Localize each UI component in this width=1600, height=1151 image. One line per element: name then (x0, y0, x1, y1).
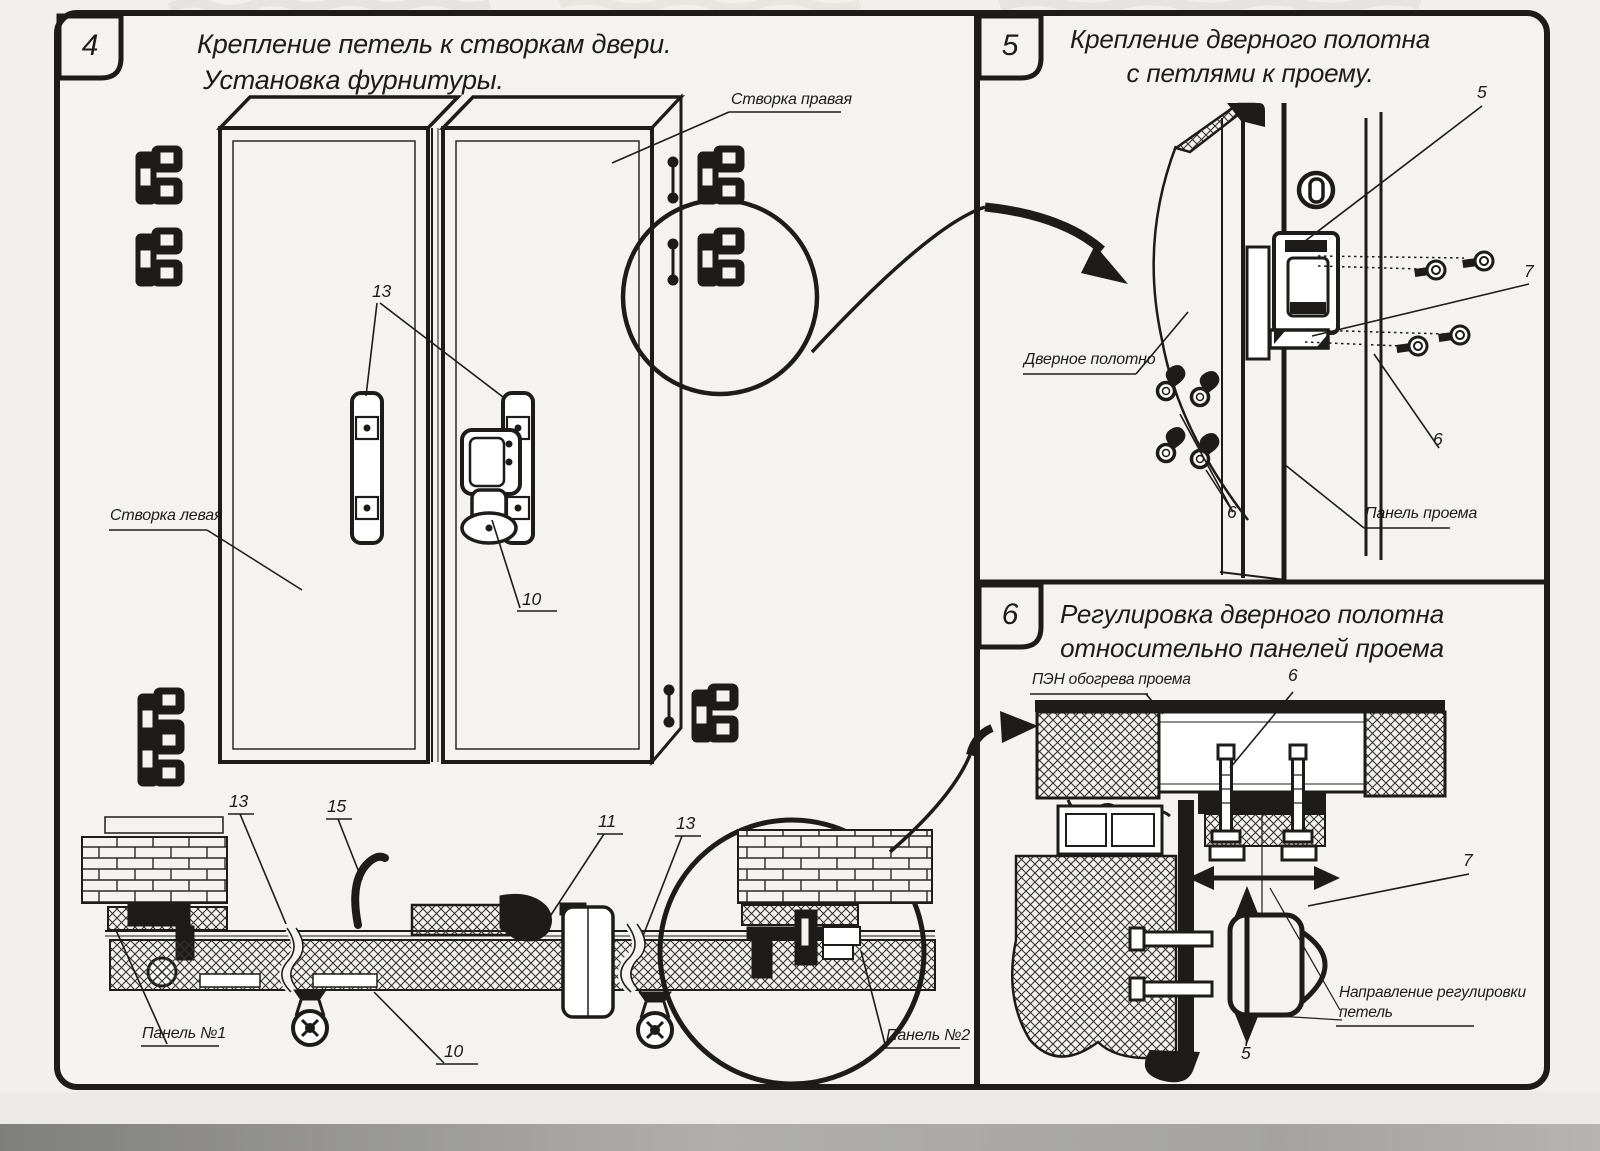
paper-edge (0, 1092, 1600, 1126)
panel6-title-line2: относительно панелей проема (1060, 633, 1444, 663)
label-door-leaf: Дверное полотно (1024, 351, 1156, 368)
panel5-title-line2: с петлями к проему. (1126, 58, 1374, 88)
step-number-5: 5 (1001, 29, 1019, 62)
opening-insulation-left (1037, 712, 1159, 798)
panel5-title (1040, 22, 1460, 90)
callout-6-right-p5: 6 (1433, 429, 1443, 449)
callout-6-left-p5: 6 (1227, 502, 1237, 522)
callout-7-p6: 7 (1463, 850, 1473, 870)
step-number-6: 6 (1001, 598, 1019, 631)
callout-11-section: 11 (598, 811, 616, 831)
callout-6-p6: 6 (1288, 665, 1298, 685)
callout-5-p5: 5 (1477, 82, 1487, 102)
brick-wall-left (82, 837, 227, 903)
label-pen-heater: ПЭН обогрева проема (1032, 671, 1191, 688)
latch-item-10 (462, 430, 520, 543)
panel6-title (1042, 597, 1462, 665)
label-opening-panel: Панель проема (1365, 505, 1478, 522)
callout-13b-section: 13 (676, 813, 696, 833)
callout-5-p6: 5 (1241, 1043, 1251, 1063)
label-panel-no1: Панель №1 (142, 1025, 226, 1042)
callout-15-section: 15 (327, 796, 347, 816)
step-number-4: 4 (81, 29, 99, 62)
panel4-title (197, 26, 671, 98)
panel4-title-line2: Установка фурнитуры. (203, 65, 504, 95)
callout-10-latch: 10 (522, 589, 542, 609)
hinge-assembly (1247, 233, 1338, 359)
panel4-title-line1: Крепление петель к створкам двери. (197, 29, 672, 59)
callout-13-handles: 13 (372, 281, 392, 301)
label-left-leaf: Створка левая (110, 507, 223, 524)
panel5-title-line1: Крепление дверного полотна (1070, 24, 1430, 54)
panel6-title-line1: Регулировка дверного полотна (1059, 599, 1445, 629)
scan-table-band (0, 1124, 1600, 1151)
label-panel-no2: Панель №2 (886, 1027, 970, 1044)
wall-section-hatch (1012, 856, 1176, 1058)
callout-7-p5: 7 (1524, 261, 1534, 281)
label-right-leaf: Створка правая (731, 91, 852, 108)
callout-10-section: 10 (444, 1041, 464, 1061)
opening-insulation-right (1365, 712, 1445, 796)
callout-13-section: 13 (229, 791, 249, 811)
label-adjust-direction-line1: Направление регулировки (1339, 984, 1526, 1001)
label-adjust-direction-line2: петель (1339, 1004, 1393, 1021)
